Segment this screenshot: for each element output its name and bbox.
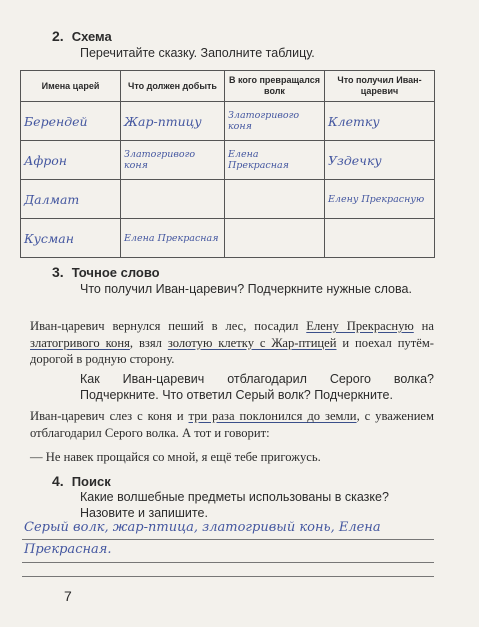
text-fragment: , взял xyxy=(129,335,168,350)
section-number: 4. xyxy=(52,473,64,489)
header-to-get: Что должен добыть xyxy=(121,71,225,102)
table-row xyxy=(21,180,435,219)
answer-line-2 xyxy=(22,562,434,563)
section-number: 3. xyxy=(52,264,64,280)
section-title: Поиск xyxy=(71,474,111,489)
text-fragment: Иван-царевич слез с коня и xyxy=(30,409,189,423)
table-cell[interactable] xyxy=(225,180,325,219)
table-cell[interactable]: Клетку xyxy=(325,102,435,141)
section-number: 2. xyxy=(52,28,64,44)
table-row xyxy=(21,102,435,141)
header-ivan-received: Что получил Иван-царевич xyxy=(325,71,435,102)
table-cell[interactable]: Елена Прекрасная xyxy=(225,141,325,180)
underlined-answer: златогривого коня xyxy=(30,335,130,350)
underlined-answer: Елену Прекрасную xyxy=(306,319,414,333)
table-row xyxy=(21,141,435,180)
table-header-row xyxy=(21,71,435,102)
text-fragment: Иван-царевич вернулся пеший в лес, посадил xyxy=(30,319,307,333)
table-cell[interactable]: Елену Прекрасную xyxy=(325,180,435,219)
table-cell[interactable]: Кусман xyxy=(21,219,121,258)
underlined-answer: три раза поклонился до земли xyxy=(188,409,357,423)
table-cell[interactable]: Афрон xyxy=(21,141,121,180)
section-3-question-2: Как Иван-царевич отблагодарил Серого волка? Подчеркните. Что ответил Серый волк? Подчеркните. xyxy=(80,372,434,402)
table-cell[interactable]: Елена Прекрасная xyxy=(121,219,225,258)
reading-paragraph-1 xyxy=(30,318,434,368)
section-title: Схема xyxy=(71,29,112,44)
header-wolf-turned: В кого превращался волк xyxy=(225,71,325,102)
text-fragment: на xyxy=(413,319,434,333)
reading-paragraph-2 xyxy=(30,408,434,441)
section-4-instruction: Какие волшебные предметы использованы в сказке? Назовите и запишите. xyxy=(80,490,389,520)
tsars-table xyxy=(20,70,435,258)
section-4-heading xyxy=(52,473,111,489)
text-fragment: , с уважением отблагодарил Серого волка. А тот и говорит: xyxy=(30,409,434,440)
table-cell[interactable] xyxy=(225,219,325,258)
underlined-answer: золотую клетку с Жар-птицей xyxy=(167,335,337,350)
table-cell[interactable]: Далмат xyxy=(21,180,121,219)
table-cell[interactable]: Уздечку xyxy=(325,141,435,180)
table-cell[interactable] xyxy=(121,180,225,219)
table-row xyxy=(21,219,435,258)
text-fragment: и поехал путём-дорогой в родную сторону. xyxy=(30,335,434,366)
page-number: 7 xyxy=(64,588,72,604)
section-2-heading xyxy=(52,28,112,44)
section-title: Точное слово xyxy=(71,265,160,280)
table-cell[interactable] xyxy=(325,219,435,258)
section-3-instruction: Что получил Иван-царевич? Подчеркните нужные слова. xyxy=(80,282,412,296)
answer-line-2-text[interactable]: Прекрасная. xyxy=(24,542,112,557)
wolf-reply: — Не навек прощайся со мной, я ещё тебе пригожусь. xyxy=(30,450,321,464)
answer-line-3 xyxy=(22,576,434,577)
table-cell[interactable]: Златогривого коня xyxy=(121,141,225,180)
table-cell[interactable]: Берендей xyxy=(21,102,121,141)
table-cell[interactable]: Златогривого коня xyxy=(225,102,325,141)
table-cell[interactable]: Жар-птицу xyxy=(121,102,225,141)
header-names: Имена царей xyxy=(21,71,121,102)
section-3-heading xyxy=(52,264,160,280)
answer-line-1 xyxy=(22,539,434,540)
answer-line-1-text[interactable]: Серый волк, жар-птица, златогривый конь, Елена xyxy=(24,520,381,535)
section-2-instruction: Перечитайте сказку. Заполните таблицу. xyxy=(80,46,315,60)
